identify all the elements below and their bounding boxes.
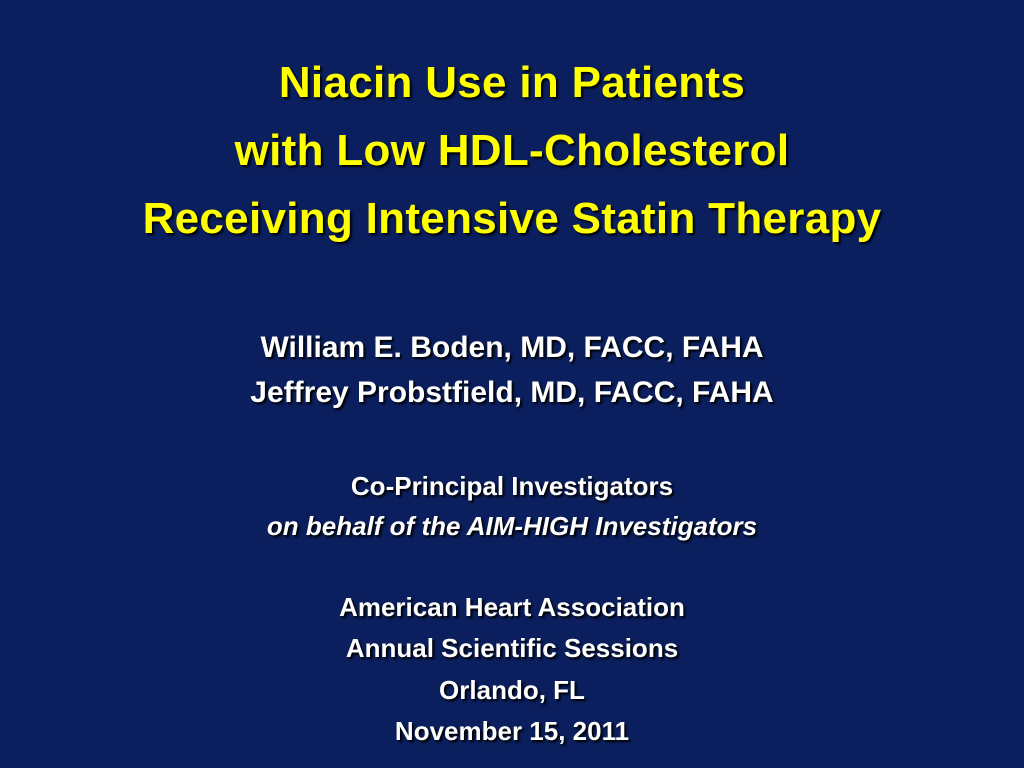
author-2: Jeffrey Probstfield, MD, FACC, FAHA (250, 376, 774, 409)
organization-line: American Heart Association (339, 592, 685, 622)
slide-title-line-1: Niacin Use in Patients (278, 58, 746, 107)
date-line: November 15, 2011 (394, 716, 630, 746)
slide-title-line-3: Receiving Intensive Statin Therapy (142, 194, 882, 243)
location-line: Orlando, FL (439, 675, 585, 705)
role-line: Co-Principal Investigators (350, 471, 674, 501)
sessions-line: Annual Scientific Sessions (345, 633, 679, 663)
on-behalf-line: on behalf of the AIM-HIGH Investigators (266, 511, 758, 541)
author-1: William E. Boden, MD, FACC, FAHA (260, 331, 764, 364)
slide-title-line-2: with Low HDL-Cholesterol (234, 126, 790, 175)
